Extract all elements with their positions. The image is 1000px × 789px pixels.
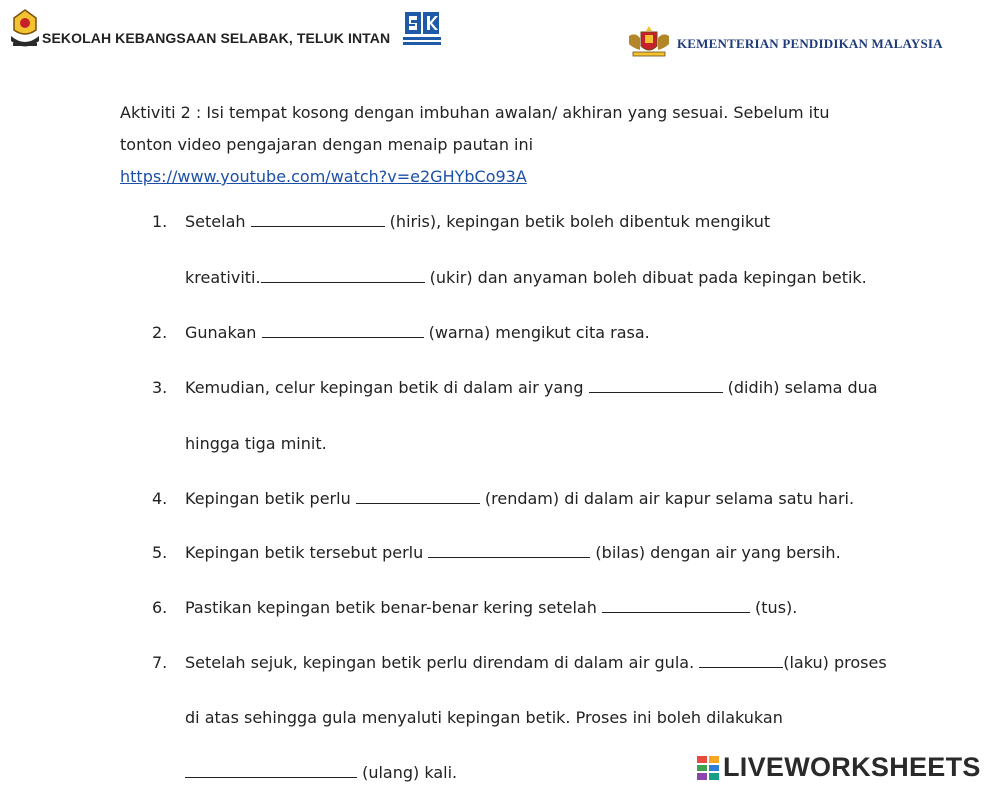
youtube-link[interactable]: https://www.youtube.com/watch?v=e2GHYbCo93A bbox=[120, 167, 527, 186]
question-number: 7. bbox=[152, 653, 168, 672]
question-text: (ulang) kali. bbox=[357, 763, 458, 782]
activity-instructions bbox=[120, 97, 940, 193]
question-7-continued bbox=[185, 708, 783, 727]
question-1-continued bbox=[185, 268, 867, 287]
question-text: Gunakan bbox=[185, 323, 262, 342]
question-number: 5. bbox=[152, 543, 168, 562]
question-text: (tus). bbox=[749, 598, 798, 617]
question-text: kreativiti. bbox=[185, 268, 261, 287]
question-5 bbox=[152, 543, 841, 562]
question-number: 1. bbox=[152, 212, 168, 231]
question-text: (warna) mengikut cita rasa. bbox=[423, 323, 650, 342]
answer-blank-tus[interactable] bbox=[602, 598, 750, 613]
question-text: (laku) proses bbox=[783, 653, 887, 672]
page-header bbox=[0, 0, 1000, 62]
liveworksheets-logo-icon bbox=[697, 756, 719, 780]
ministry-name: KEMENTERIAN PENDIDIKAN MALAYSIA bbox=[677, 36, 943, 51]
question-text: (hiris), kepingan betik boleh dibentuk mengikut bbox=[384, 212, 771, 231]
question-text: Pastikan kepingan betik benar-benar kering setelah bbox=[185, 598, 602, 617]
question-2 bbox=[152, 323, 650, 342]
instruction-line-1: Aktiviti 2 : Isi tempat kosong dengan imbuhan awalan/ akhiran yang sesuai. Sebelum itu bbox=[120, 103, 830, 122]
question-text: (didih) selama dua bbox=[722, 378, 878, 397]
answer-blank-ulang[interactable] bbox=[185, 763, 357, 778]
school-logo-icon bbox=[8, 8, 42, 48]
answer-blank-ukir[interactable] bbox=[261, 268, 425, 283]
question-7 bbox=[152, 653, 887, 672]
answer-blank-bilas[interactable] bbox=[428, 543, 590, 558]
question-text: Setelah bbox=[185, 212, 251, 231]
question-number: 6. bbox=[152, 598, 168, 617]
question-number: 3. bbox=[152, 378, 168, 397]
question-6 bbox=[152, 598, 797, 617]
answer-blank-hiris[interactable] bbox=[251, 212, 385, 227]
question-text: di atas sehingga gula menyaluti kepingan betik. Proses ini boleh dilakukan bbox=[185, 708, 783, 727]
sk-selabak-logo-icon bbox=[403, 10, 441, 48]
instruction-line-2: tonton video pengajaran dengan menaip pautan ini bbox=[120, 135, 534, 154]
question-text: (bilas) dengan air yang bersih. bbox=[590, 543, 841, 562]
answer-blank-rendam[interactable] bbox=[356, 489, 480, 504]
question-3-continued bbox=[185, 434, 327, 453]
question-text: Setelah sejuk, kepingan betik perlu direndam di dalam air gula. bbox=[185, 653, 700, 672]
answer-blank-warna[interactable] bbox=[262, 323, 424, 338]
question-1 bbox=[152, 212, 770, 231]
malaysia-crest-icon bbox=[627, 26, 671, 58]
watermark-text: LIVEWORKSHEETS bbox=[723, 752, 981, 782]
school-name: SEKOLAH KEBANGSAAN SELABAK, TELUK INTAN bbox=[42, 30, 391, 46]
question-text: (ukir) dan anyaman boleh dibuat pada kepingan betik. bbox=[424, 268, 867, 287]
question-number: 4. bbox=[152, 489, 168, 508]
question-text: (rendam) di dalam air kapur selama satu hari. bbox=[479, 489, 855, 508]
question-number: 2. bbox=[152, 323, 168, 342]
answer-blank-laku[interactable] bbox=[699, 653, 783, 668]
question-3 bbox=[152, 378, 878, 397]
question-text: Kepingan betik tersebut perlu bbox=[185, 543, 429, 562]
question-text: Kemudian, celur kepingan betik di dalam air yang bbox=[185, 378, 589, 397]
question-4 bbox=[152, 489, 854, 508]
question-7-final-line bbox=[185, 763, 457, 782]
answer-blank-didih[interactable] bbox=[589, 378, 723, 393]
question-text: hingga tiga minit. bbox=[185, 434, 327, 453]
question-text: Kepingan betik perlu bbox=[185, 489, 356, 508]
